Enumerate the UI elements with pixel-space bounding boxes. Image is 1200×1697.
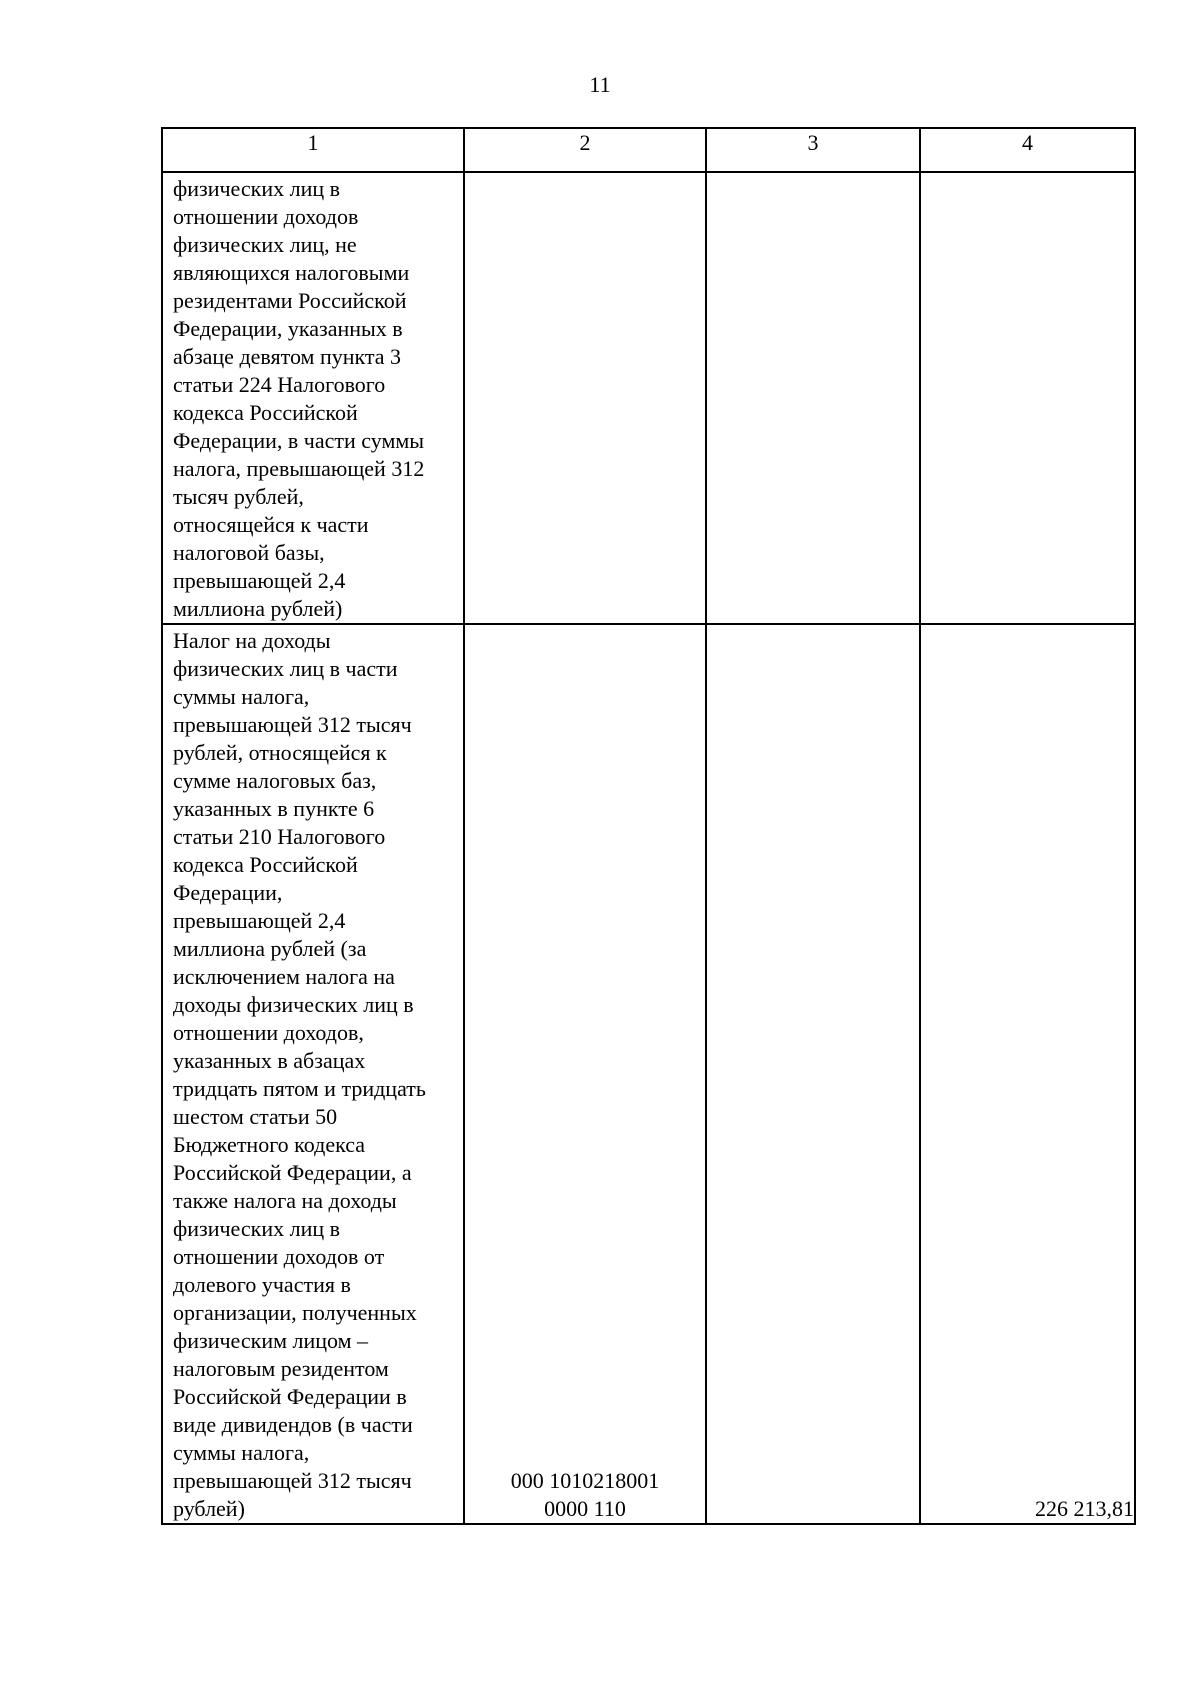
description-text: Налог на доходы физических лиц в части суммы налога, превышающей 312 тысяч рублей, относящейся к сумме налоговых баз, указанных в пункте 6 статьи 210 Налогового кодекса Российской Федерации, превышающей 2,4 миллиона рублей (за исключением налога на доходы физических лиц в отношении доходов, указанных в абзацах тридцать пятом и тридцать шестом статьи 50 Бюджетного кодекса Российской Федерации, а также налога на доходы физических лиц в отношении доходов от долевого участия в организации, полученных физическим лицом – налоговым резидентом Российской Федерации в виде дивидендов (в части суммы налога, превышающей 312 тысяч рублей) <box>173 628 426 1521</box>
table-header-row <box>162 128 1135 172</box>
code-cell <box>464 172 706 624</box>
description-cell <box>162 624 464 1524</box>
table-row <box>162 172 1135 624</box>
budget-table <box>161 127 1136 1525</box>
amount-cell <box>920 172 1135 624</box>
code-cell: 000 1010218001 0000 110 <box>464 624 706 1524</box>
column-header-2: 2 <box>464 128 706 172</box>
column-3-cell <box>706 624 920 1524</box>
page-number: 11 <box>589 72 611 97</box>
column-header-4: 4 <box>920 128 1135 172</box>
column-header-3: 3 <box>706 128 920 172</box>
description-text: физических лиц в отношении доходов физических лиц, не являющихся налоговыми резидентами Российской Федерации, указанных в абзаце девятом пункта 3 статьи 224 Налогового кодекса Российской Федерации, в части суммы налога, превышающей 312 тысяч рублей, относящейся к части налоговой базы, превышающей 2,4 миллиона рублей) <box>173 176 425 621</box>
column-header-1: 1 <box>162 128 464 172</box>
description-cell <box>162 172 464 624</box>
column-3-cell <box>706 172 920 624</box>
amount-cell: 226 213,81 <box>920 624 1135 1524</box>
table-row <box>162 624 1135 1524</box>
